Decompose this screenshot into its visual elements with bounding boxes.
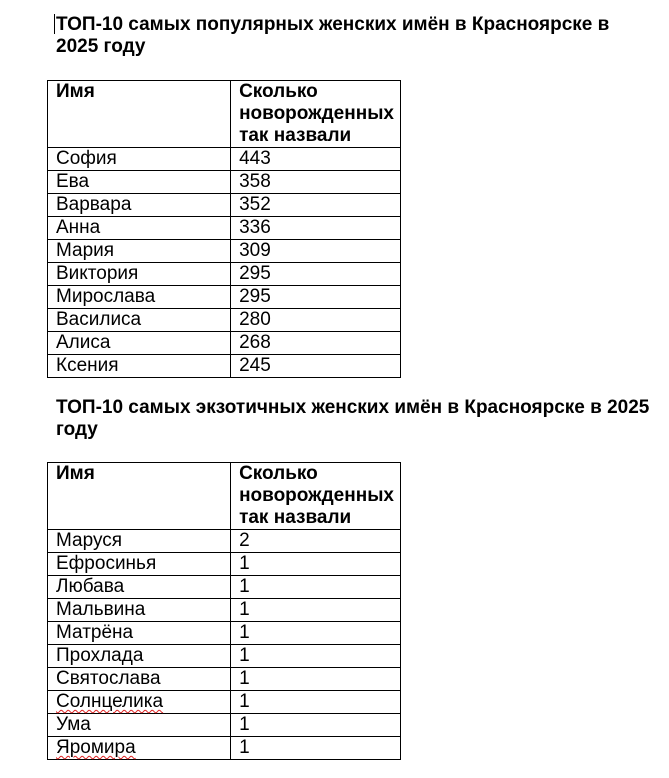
name-text: Святослава xyxy=(56,668,161,689)
table-row xyxy=(48,622,401,645)
name-text: Ксения xyxy=(56,355,119,376)
name-text: Ева xyxy=(56,171,90,192)
count-column-header: Сколько новорожденных так назвали xyxy=(231,463,401,530)
count-cell: 358 xyxy=(231,171,401,194)
table-row xyxy=(48,691,401,714)
count-column-header: Сколько новорожденных так назвали xyxy=(231,81,401,148)
name-cell xyxy=(48,309,231,332)
popular-names-title: ТОП-10 самых популярных женских имён в Красноярске в 2025 году xyxy=(56,14,610,57)
name-cell xyxy=(48,263,231,286)
name-cell xyxy=(48,599,231,622)
count-cell: 245 xyxy=(231,355,401,378)
table-row xyxy=(48,194,401,217)
name-cell xyxy=(48,737,231,760)
name-text: Маруся xyxy=(56,530,123,551)
count-cell: 443 xyxy=(231,148,401,171)
name-text: Алиса xyxy=(56,332,111,353)
name-text: Матрёна xyxy=(56,622,134,643)
count-cell: 1 xyxy=(231,553,401,576)
exotic-names-table xyxy=(47,462,401,760)
table-row xyxy=(48,332,401,355)
name-text: Мальвина xyxy=(56,599,146,620)
table-row xyxy=(48,599,401,622)
count-cell: 352 xyxy=(231,194,401,217)
table-row xyxy=(48,240,401,263)
name-cell xyxy=(48,171,231,194)
count-cell: 1 xyxy=(231,714,401,737)
name-cell xyxy=(48,286,231,309)
table-header-row xyxy=(48,81,401,148)
count-cell: 280 xyxy=(231,309,401,332)
count-cell: 1 xyxy=(231,622,401,645)
count-cell: 295 xyxy=(231,263,401,286)
name-cell xyxy=(48,217,231,240)
name-text: Солнцелика xyxy=(56,691,164,712)
name-text: Ума xyxy=(56,714,91,735)
name-text: Василиса xyxy=(56,309,142,330)
name-text: Анна xyxy=(56,217,101,238)
table-row xyxy=(48,263,401,286)
table-row xyxy=(48,217,401,240)
name-text: Мария xyxy=(56,240,115,261)
table-row xyxy=(48,286,401,309)
count-cell: 1 xyxy=(231,668,401,691)
count-cell: 1 xyxy=(231,737,401,760)
table-row xyxy=(48,737,401,760)
name-cell xyxy=(48,355,231,378)
table-row xyxy=(48,668,401,691)
name-cell xyxy=(48,622,231,645)
count-cell: 1 xyxy=(231,691,401,714)
count-cell: 1 xyxy=(231,599,401,622)
count-cell: 1 xyxy=(231,576,401,599)
text-cursor xyxy=(54,14,55,34)
count-cell: 1 xyxy=(231,645,401,668)
table-row xyxy=(48,309,401,332)
name-text: Мирослава xyxy=(56,286,156,307)
name-cell xyxy=(48,691,231,714)
name-text: Ефросинья xyxy=(56,553,157,574)
name-cell xyxy=(48,240,231,263)
table-row xyxy=(48,355,401,378)
name-cell xyxy=(48,148,231,171)
name-cell xyxy=(48,332,231,355)
name-text: Яромира xyxy=(56,737,136,758)
name-text: Любава xyxy=(56,576,125,597)
table-row xyxy=(48,530,401,553)
count-cell: 268 xyxy=(231,332,401,355)
name-text: Прохлада xyxy=(56,645,144,666)
name-column-header: Имя xyxy=(48,81,231,148)
count-cell: 295 xyxy=(231,286,401,309)
count-cell: 336 xyxy=(231,217,401,240)
table-row xyxy=(48,148,401,171)
name-cell xyxy=(48,714,231,737)
table-row xyxy=(48,714,401,737)
name-cell xyxy=(48,194,231,217)
popular-names-table xyxy=(47,80,401,378)
table-row xyxy=(48,553,401,576)
name-text: София xyxy=(56,148,117,169)
name-column-header: Имя xyxy=(48,463,231,530)
name-text: Виктория xyxy=(56,263,139,284)
exotic-names-title: ТОП-10 самых экзотичных женских имён в Красноярске в 2025 году xyxy=(56,397,650,440)
name-cell xyxy=(48,645,231,668)
table-row xyxy=(48,576,401,599)
table-row xyxy=(48,171,401,194)
count-cell: 309 xyxy=(231,240,401,263)
name-text: Варвара xyxy=(56,194,132,215)
name-cell xyxy=(48,668,231,691)
name-cell xyxy=(48,553,231,576)
name-cell xyxy=(48,576,231,599)
table-header-row xyxy=(48,463,401,530)
count-cell: 2 xyxy=(231,530,401,553)
name-cell xyxy=(48,530,231,553)
table-row xyxy=(48,645,401,668)
